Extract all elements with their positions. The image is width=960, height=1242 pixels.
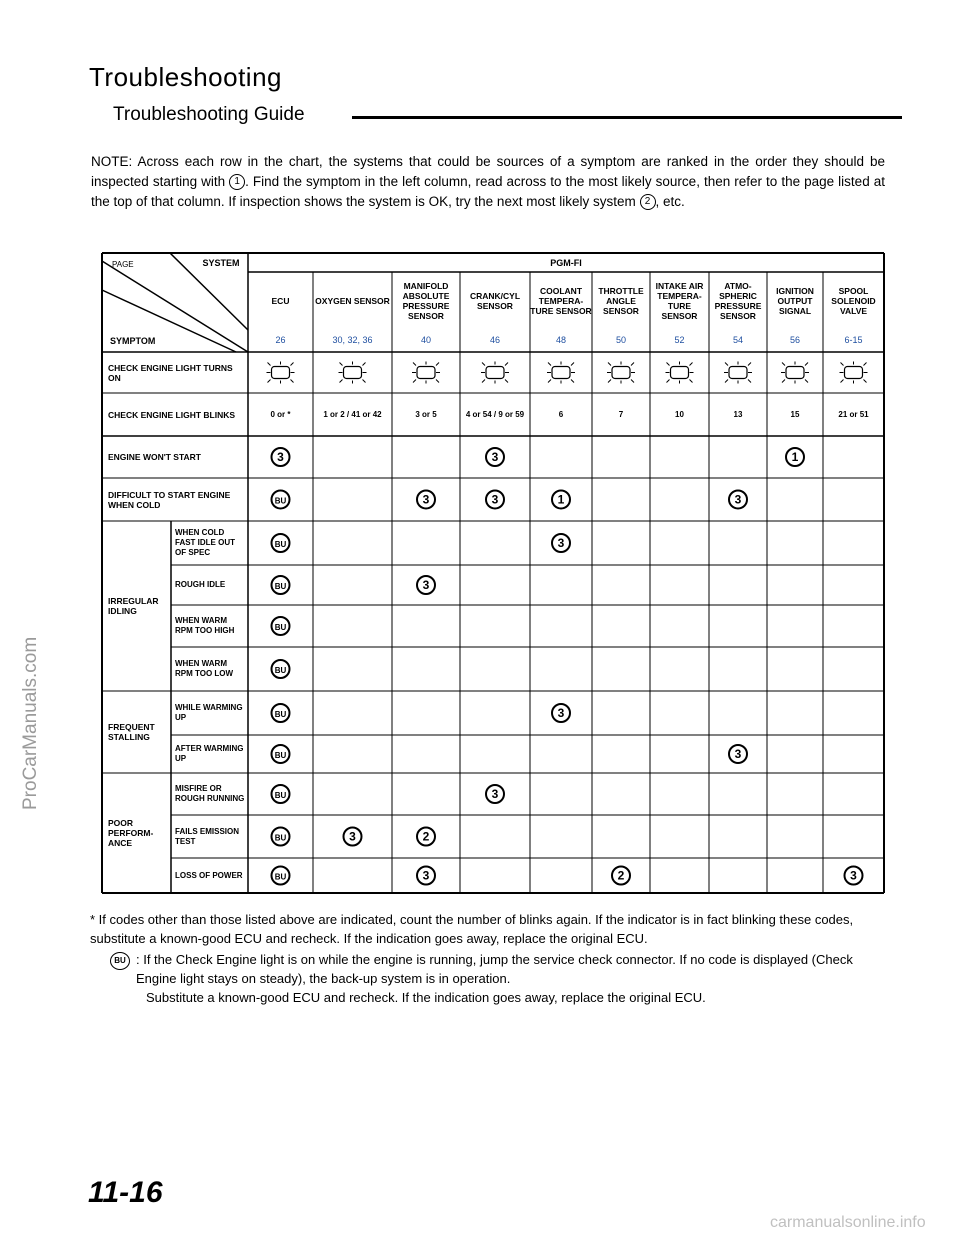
- svg-text:3: 3: [491, 787, 499, 801]
- check-engine-light-icon: [607, 362, 635, 384]
- footnote-bu-2: Substitute a known-good ECU and recheck. If the indication goes away, replace the original ECU.: [146, 990, 706, 1005]
- circled-number-1: 1: [229, 174, 245, 190]
- column-header: IGNITION OUTPUT SIGNAL: [776, 285, 814, 316]
- check-engine-light-icon: [547, 362, 575, 384]
- blink-code: 15: [790, 410, 800, 419]
- column-header: OXYGEN SENSOR: [315, 295, 390, 306]
- column-page: 56: [789, 335, 800, 345]
- backup-mark: [272, 534, 290, 552]
- blink-code: 4 or 54 / 9 or 59: [465, 410, 525, 419]
- svg-text:1: 1: [791, 450, 799, 464]
- svg-text:3: 3: [277, 450, 284, 464]
- backup-mark: [272, 745, 290, 763]
- row-group-symptom: DIFFICULT TO START ENGINE WHEN COLD: [108, 489, 231, 510]
- svg-text:3: 3: [422, 578, 430, 592]
- row-sub-symptom: WHEN WARM RPM TOO LOW: [175, 659, 234, 678]
- svg-text:BU: BU: [274, 833, 287, 843]
- column-page: 46: [489, 335, 500, 345]
- svg-text:3: 3: [850, 868, 857, 883]
- code-row-symptom: CHECK ENGINE LIGHT BLINKS: [108, 409, 236, 420]
- priority-mark: [552, 491, 570, 509]
- priority-mark: [417, 867, 435, 885]
- svg-text:3: 3: [734, 747, 742, 761]
- corner-symptom-label: SYMPTOM: [110, 336, 156, 346]
- backup-mark: [272, 617, 290, 635]
- svg-text:BU: BU: [274, 582, 287, 591]
- svg-text:3: 3: [422, 492, 430, 507]
- column-header: MANIFOLD ABSOLUTE PRESSURE SENSOR: [402, 280, 450, 321]
- row-group-symptom: IRREGULAR IDLING: [108, 596, 159, 616]
- backup-mark: [272, 576, 290, 594]
- note-text-3: , etc.: [655, 194, 685, 209]
- svg-text:2: 2: [617, 868, 625, 883]
- row-sub-symptom: MISFIRE OR ROUGH RUNNING: [175, 784, 245, 803]
- svg-text:3: 3: [734, 492, 742, 507]
- note-text-2: . Find the symptom in the left column, read across to the most likely source, then refer to the page listed at the top of that column. If inspection shows the system is OK, try the next most likely system: [91, 174, 885, 209]
- blink-code: 1 or 2 / 41 or 42: [323, 410, 382, 419]
- bu-symbol: BU: [110, 952, 130, 970]
- backup-mark: [272, 704, 290, 722]
- backup-mark: [272, 867, 290, 885]
- code-row-symptom: CHECK ENGINE LIGHT TURNS ON: [108, 362, 233, 383]
- row-sub-symptom: LOSS OF POWER: [175, 870, 243, 880]
- column-page: 50: [615, 335, 626, 345]
- footnote: [90, 910, 890, 1007]
- column-header: CRANK/CYL SENSOR: [469, 290, 521, 311]
- svg-text:3: 3: [491, 450, 499, 464]
- blink-code: 0 or *: [270, 410, 291, 419]
- svg-text:3: 3: [422, 868, 430, 883]
- check-engine-light-icon: [481, 362, 509, 384]
- column-header: INTAKE AIR TEMPERA-TURE SENSOR: [655, 280, 704, 321]
- priority-mark: [417, 828, 435, 846]
- backup-mark: [272, 660, 290, 678]
- blink-code: 7: [618, 410, 624, 419]
- column-page: 48: [555, 335, 566, 345]
- priority-mark: [612, 867, 630, 885]
- row-sub-symptom: ROUGH IDLE: [175, 580, 226, 589]
- blink-code: 10: [675, 410, 684, 419]
- site-watermark: carmanualsonline.info: [770, 1214, 926, 1231]
- blink-code: 21 or 51: [838, 410, 869, 419]
- priority-mark: [786, 448, 804, 466]
- check-engine-light-icon: [781, 362, 809, 384]
- svg-text:BU: BU: [274, 872, 287, 882]
- check-engine-light-icon: [666, 362, 694, 384]
- svg-text:BU: BU: [274, 623, 287, 632]
- column-page: 54: [732, 335, 743, 345]
- circled-number-2: 2: [640, 194, 656, 210]
- priority-mark: [845, 867, 863, 885]
- watermark-text: ProCarManuals.com: [20, 636, 41, 810]
- group-label-pgm-fi: PGM-FI: [550, 258, 582, 268]
- corner-page-label: PAGE: [112, 259, 134, 269]
- column-header: COOLANT TEMPERA-TURE SENSOR: [530, 285, 592, 316]
- check-engine-light-icon: [267, 362, 295, 384]
- priority-mark: [729, 745, 747, 763]
- priority-mark: [417, 491, 435, 509]
- row-sub-symptom: WHILE WARMING UP: [175, 703, 243, 722]
- svg-text:3: 3: [557, 706, 565, 720]
- priority-mark: [417, 576, 435, 594]
- row-sub-symptom: FAILS EMISSION TEST: [175, 826, 240, 846]
- svg-text:BU: BU: [274, 751, 287, 760]
- row-sub-symptom: WHEN COLD FAST IDLE OUT OF SPEC: [175, 528, 235, 557]
- backup-mark: [272, 491, 290, 509]
- priority-mark: [552, 704, 570, 722]
- column-page: 40: [420, 335, 431, 345]
- row-group-symptom: ENGINE WON'T START: [108, 452, 201, 462]
- check-engine-light-icon: [724, 362, 752, 384]
- svg-text:2: 2: [422, 829, 430, 844]
- backup-mark: [272, 785, 290, 803]
- blink-code: 13: [733, 410, 743, 419]
- column-header: ATMO-SPHERIC PRESSURE SENSOR: [714, 280, 762, 321]
- blink-code: 6: [558, 410, 564, 419]
- svg-text:BU: BU: [274, 710, 287, 719]
- check-engine-light-icon: [412, 362, 440, 384]
- column-page: 6-15: [844, 335, 863, 345]
- priority-mark: [729, 491, 747, 509]
- row-group-symptom: POOR PERFORM-ANCE: [108, 818, 154, 848]
- column-header: THROTTLE ANGLE SENSOR: [598, 285, 644, 316]
- priority-mark: [344, 828, 362, 846]
- svg-text:3: 3: [491, 492, 499, 507]
- priority-mark: [486, 785, 504, 803]
- check-engine-light-icon: [339, 362, 367, 384]
- page-title: Troubleshooting: [89, 62, 282, 92]
- column-page: 52: [674, 335, 685, 345]
- footnote-bu: : If the Check Engine light is on while the engine is running, jump the service check connector. If no code is displayed (Check Engine light stays on steady), the back-up system is in operation.: [136, 952, 853, 986]
- column-page: 30, 32, 36: [332, 335, 373, 345]
- column-page: 26: [275, 335, 286, 345]
- page-number: 11-16: [88, 1176, 163, 1209]
- note-text-1: NOTE: Across each row in the chart, the systems that could be sources of a symptom are ranked in the order they should be inspected starting with: [91, 154, 885, 189]
- svg-text:BU: BU: [274, 540, 287, 549]
- column-header: SPOOL SOLENOID VALVE: [831, 285, 876, 316]
- column-header: ECU: [271, 295, 290, 306]
- svg-text:BU: BU: [274, 666, 287, 675]
- svg-text:BU: BU: [274, 496, 287, 506]
- svg-text:BU: BU: [274, 791, 287, 800]
- check-engine-light-icon: [840, 362, 868, 384]
- priority-mark: [552, 534, 570, 552]
- blink-code: 3 or 5: [415, 410, 437, 419]
- svg-text:3: 3: [349, 829, 356, 844]
- priority-mark: [272, 448, 290, 466]
- row-sub-symptom: WHEN WARM RPM TOO HIGH: [175, 616, 235, 635]
- priority-mark: [486, 491, 504, 509]
- svg-text:3: 3: [557, 536, 565, 550]
- footnote-star: * If codes other than those listed above are indicated, count the number of blinks again. If the indicator is in fact blinking these codes, substitute a known-good ECU and recheck. If the indication goes away, replace the original ECU.: [90, 912, 854, 946]
- row-group-symptom: FREQUENT STALLING: [108, 722, 155, 742]
- row-sub-symptom: AFTER WARMING UP: [175, 744, 244, 763]
- svg-text:1: 1: [557, 492, 565, 507]
- priority-mark: [486, 448, 504, 466]
- section-subtitle: Troubleshooting Guide: [113, 104, 305, 125]
- corner-system-label: SYSTEM: [202, 258, 240, 268]
- backup-mark: [272, 828, 290, 846]
